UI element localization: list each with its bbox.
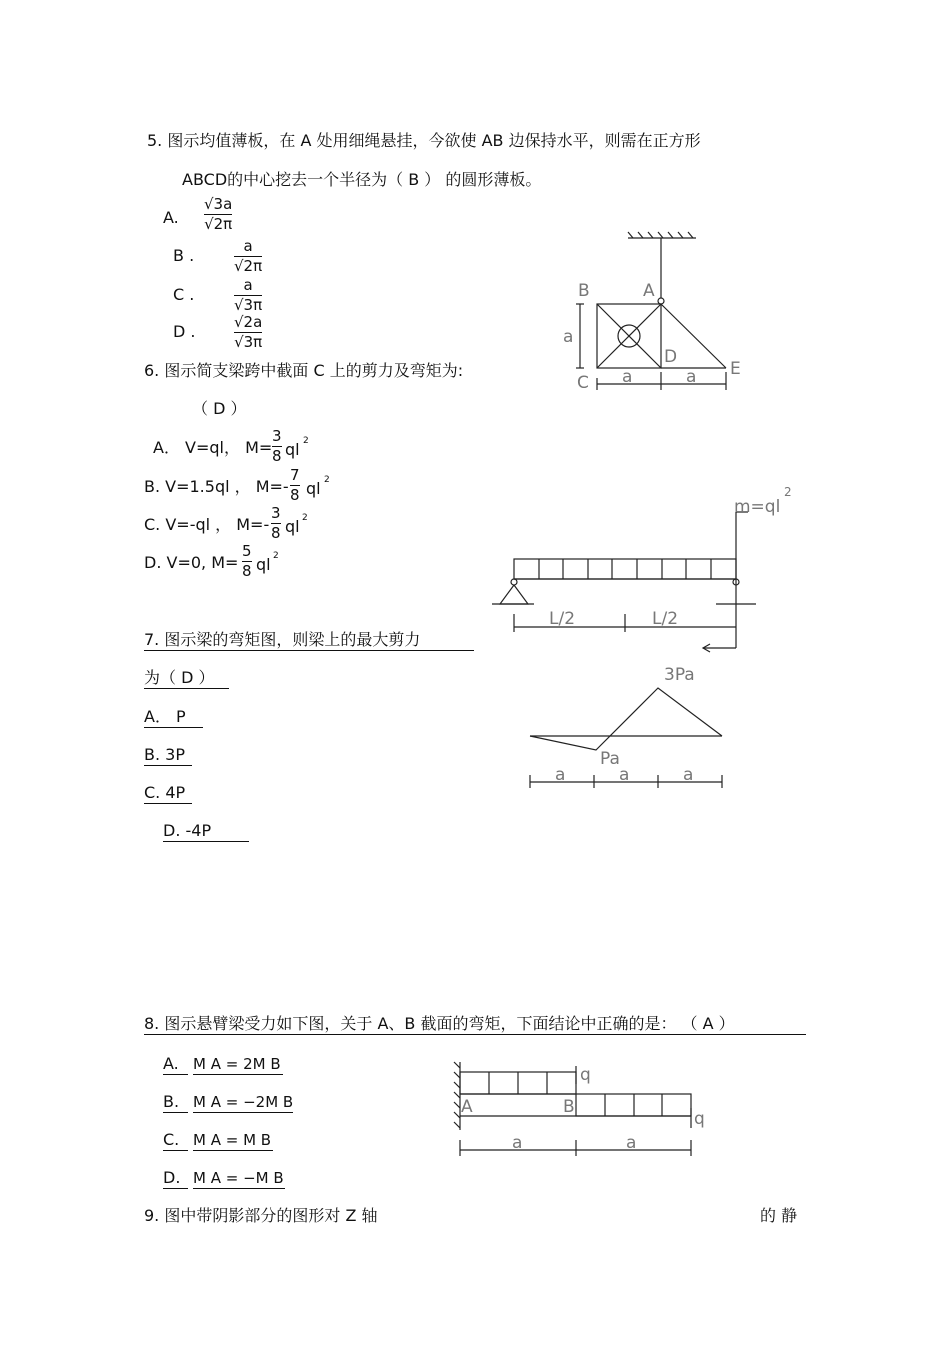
q8-option-c-expr: M A = M B [193,1131,272,1149]
q7-fig-label-3pa: 3Pa [664,665,695,685]
q5-option-c-fraction: a √3π [234,276,263,314]
q6-option-b-fraction: 7 8 [290,466,300,504]
q6-fig-label-l2-left: L/2 [549,609,576,629]
q6-option-a-fraction: 3 8 [272,427,282,465]
q6-option-d-ql: ql [256,555,271,574]
q7-fig-label-a1: a [555,765,566,785]
q6-fig-label-moment-exp: 2 [784,485,792,499]
q8-option-c-label: C. [163,1130,188,1151]
q5-fig-label-d: D [664,347,678,367]
q8-option-b-expr: M A = −2M B [193,1093,294,1111]
q5-stem-line2: ABCD的中心挖去一个半径为（ B ） 的圆形薄板。 [182,170,542,189]
q8-option-d-expr: M A = −M B [193,1169,284,1187]
q8-fig-label-q-right: q [694,1109,705,1129]
q6-option-a-ql: ql [285,440,300,459]
q5-fig-label-c: C [577,373,589,393]
q6-fig-label-l2-right: L/2 [652,609,679,629]
q5-option-a-fraction: √3a √2π [204,195,233,233]
q9-stem: 9. 图中带阴影部分的图形对 Z 轴 [144,1206,378,1225]
q7-fig-label-pa: Pa [600,749,620,769]
q8-fig-label-a: A [461,1097,473,1117]
q5-option-a-label: A. [163,208,179,227]
q6-option-c-text: C. V=-ql ， M=- [144,515,270,534]
q6-option-b-text: B. V=1.5ql ， M=- [144,477,289,496]
q5-option-d-label: D . [173,322,196,341]
q6-option-c-fraction: 3 8 [271,504,281,542]
q7-stem-line1: 7. 图示梁的弯矩图，则梁上的最大剪力 [144,630,474,651]
q5-option-b-label: B . [173,246,195,265]
q6-option-d-text: D. V=0, M= [144,553,239,572]
q8-fig-label-a2: a [626,1133,637,1153]
q5-fig-label-b: B [578,281,590,301]
q7-option-d: D. -4P [163,821,249,842]
q8-option-d-label: D. [163,1168,188,1189]
q7-fig-label-a3: a [683,765,694,785]
q8-fig-label-b: B [563,1097,575,1117]
q9-stem-end: 的 静 [760,1206,798,1225]
q8-stem: 8. 图示悬臂梁受力如下图，关于 A、B 截面的弯矩，下面结论中正确的是： （ A ） [144,1014,806,1035]
q6-option-a-exp: 2 [303,436,309,446]
q6-option-a-text: A． V=ql， M= [153,438,273,457]
q7-stem-line2: 为（ D ） [144,668,229,689]
q8-option-b-label: B. [163,1092,188,1113]
q7-fig-label-a2: a [619,765,630,785]
q5-option-c-label: C . [173,285,195,304]
q8-option-a-expr: M A = 2M B [193,1054,283,1075]
q6-option-d-fraction: 5 8 [242,542,252,580]
q6-option-b-ql: ql [306,479,321,498]
q8-option-a-label: A. [163,1054,188,1075]
q7-option-a: A． P [144,707,203,728]
q6-stem: 6. 图示简支梁跨中截面 C 上的剪力及弯矩为: [144,361,464,380]
q8-fig-label-a1: a [512,1133,523,1153]
q5-stem-line1: 5. 图示均值薄板，在 A 处用细绳悬挂，今欲使 AB 边保持水平，则需在正方形 [147,131,701,150]
q6-answer: （ D ） [192,399,247,418]
q8-fig-label-q-top: q [580,1065,591,1085]
q5-fig-label-e: E [730,359,741,379]
q6-option-c-ql: ql [285,517,300,536]
q5-option-b-fraction: a √2π [234,237,263,275]
q6-option-d-exp: 2 [273,551,279,561]
q6-option-b-exp: 2 [324,475,330,485]
q5-fig-label-side-a: a [563,327,574,347]
q6-option-c-exp: 2 [302,513,308,523]
q6-fig-label-moment: m=ql [734,497,781,517]
q5-fig-label-a: A [643,281,655,301]
q7-option-c: C. 4P [144,783,192,804]
q5-fig-label-bottom-a2: a [686,367,697,387]
q5-fig-label-bottom-a1: a [622,367,633,387]
q5-option-d-fraction: √2a √3π [234,313,263,351]
q7-option-b: B. 3P [144,745,192,766]
